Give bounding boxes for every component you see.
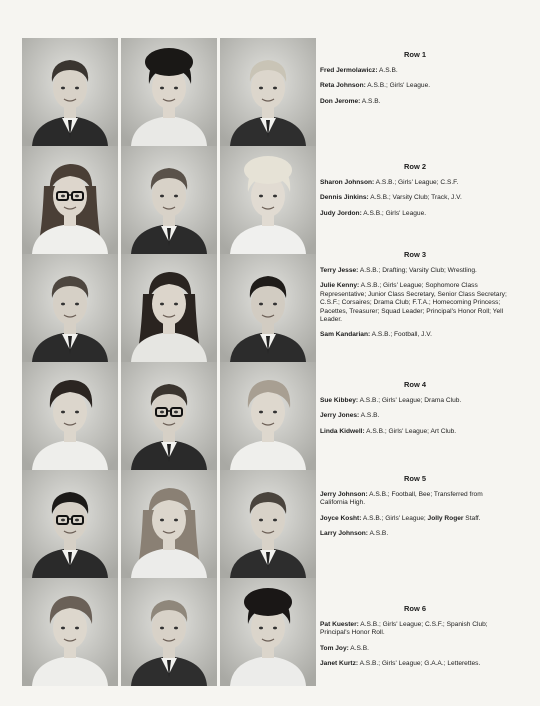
caption-row [320, 250, 510, 347]
student-portrait [121, 470, 217, 578]
student-name: Janet Kurtz: [320, 660, 359, 668]
student-entry [320, 621, 510, 638]
student-portrait [22, 254, 118, 362]
student-entry [320, 194, 510, 202]
student-portrait [22, 146, 118, 254]
student-activities: A.S.B. [377, 67, 398, 74]
student-entry [320, 331, 510, 339]
student-activities: A.S.B. [360, 97, 381, 105]
student-entry [320, 98, 510, 106]
student-portrait [22, 578, 118, 686]
student-portrait [220, 470, 316, 578]
student-portrait [220, 254, 316, 362]
student-name: Fred Jermolawicz: [320, 67, 378, 74]
student-activities: A.S.B.; Girls' League; Art Club. [364, 427, 457, 435]
student-activities: A.S.B.; Girls' League; [361, 514, 428, 522]
student-activities: A.S.B.; Drafting; Varsity Club; Wrestling. [358, 267, 477, 274]
student-name: Reta Johnson: [320, 82, 366, 90]
caption-row [320, 380, 510, 443]
student-activities: A.S.B.; Girls' League. [365, 82, 431, 90]
student-activities: A.S.B.; Girls' League; C.S.F.; Spanish Club; Principal's Honor Roll. [320, 621, 488, 637]
student-name: Dennis Jinkins: [320, 194, 369, 202]
student-activities: A.S.B.; Football, Bee; Transferred from California High. [320, 491, 483, 507]
student-entry [320, 660, 510, 668]
student-portrait [121, 146, 217, 254]
student-name: Sharon Johnson: [320, 179, 375, 186]
student-entry [320, 210, 510, 218]
portrait-grid [22, 38, 316, 686]
student-entry [320, 67, 510, 75]
student-portrait [220, 38, 316, 146]
student-portrait [121, 362, 217, 470]
student-portrait [220, 578, 316, 686]
student-entry [320, 530, 510, 538]
student-activities: A.S.B.; Football, J.V. [370, 331, 432, 339]
caption-row [320, 50, 510, 113]
student-name: Jerry Jones: [320, 412, 360, 420]
student-name: Pat Kuester: [320, 621, 359, 628]
student-name: Tom Joy: [320, 644, 349, 652]
student-name: Sam Kandarian: [320, 331, 371, 339]
student-name: Joyce Kosht: [320, 514, 362, 522]
student-entry [320, 82, 510, 90]
student-name: Sue Kibbey: [320, 397, 359, 404]
row-heading: Row 5 [403, 474, 427, 483]
student-entry [320, 282, 510, 324]
student-name: Julie Kenny: [320, 282, 360, 290]
student-activities: A.S.B.; Girls' League; Sophomore Class Representative; Junior Class Secretary, Senior Class Secretary; C.S.F.; Corsaires; Drama Club; F.T.A.; Homecoming Princess; Pacettes, Treasurer; Squad Leader; Principal's Honor Roll; Yell Leader. [320, 282, 507, 324]
row-heading: Row 2 [403, 162, 427, 171]
caption-row [320, 474, 510, 546]
student-activities: A.S.B. [368, 530, 389, 538]
student-name: Judy Jordon: [320, 209, 362, 217]
student-entry [320, 179, 510, 187]
student-name: Terry Jesse: [320, 267, 359, 274]
student-activities: A.S.B.; Girls' League; Drama Club. [358, 397, 462, 404]
student-entry [320, 515, 510, 523]
student-name: Linda Kidwell: [320, 427, 365, 435]
student-portrait [121, 38, 217, 146]
row-heading: Row 4 [403, 380, 427, 389]
student-name: Don Jerome: [320, 97, 361, 105]
student-activities: A.S.B. [348, 644, 369, 652]
publication-name: Jolly Roger [427, 514, 464, 522]
row-heading: Row 6 [403, 604, 427, 613]
student-name: Larry Johnson: [320, 530, 368, 538]
row-heading: Row 3 [403, 250, 427, 259]
row-heading: Row 1 [403, 50, 427, 59]
student-activities: A.S.B. [359, 412, 380, 420]
caption-row [320, 604, 510, 676]
student-entry [320, 428, 510, 436]
student-portrait [22, 470, 118, 578]
student-portrait [220, 146, 316, 254]
student-activities: A.S.B.; Girls' League. [361, 209, 427, 217]
student-portrait [22, 362, 118, 470]
student-name: Jerry Johnson: [320, 491, 368, 498]
student-entry [320, 397, 510, 405]
student-entry [320, 412, 510, 420]
student-entry [320, 491, 510, 508]
student-portrait [220, 362, 316, 470]
student-activities: A.S.B.; Girls' League; G.A.A.; Letterettes. [358, 660, 481, 668]
student-activities: A.S.B.; Varsity Club; Track, J.V. [368, 194, 462, 202]
student-portrait [121, 254, 217, 362]
student-entry [320, 267, 510, 275]
student-portrait [22, 38, 118, 146]
student-entry [320, 645, 510, 653]
student-activities: A.S.B.; Girls' League; C.S.F. [374, 179, 459, 186]
student-portrait [121, 578, 217, 686]
student-activities-tail: Staff. [463, 514, 481, 522]
caption-row [320, 162, 510, 225]
